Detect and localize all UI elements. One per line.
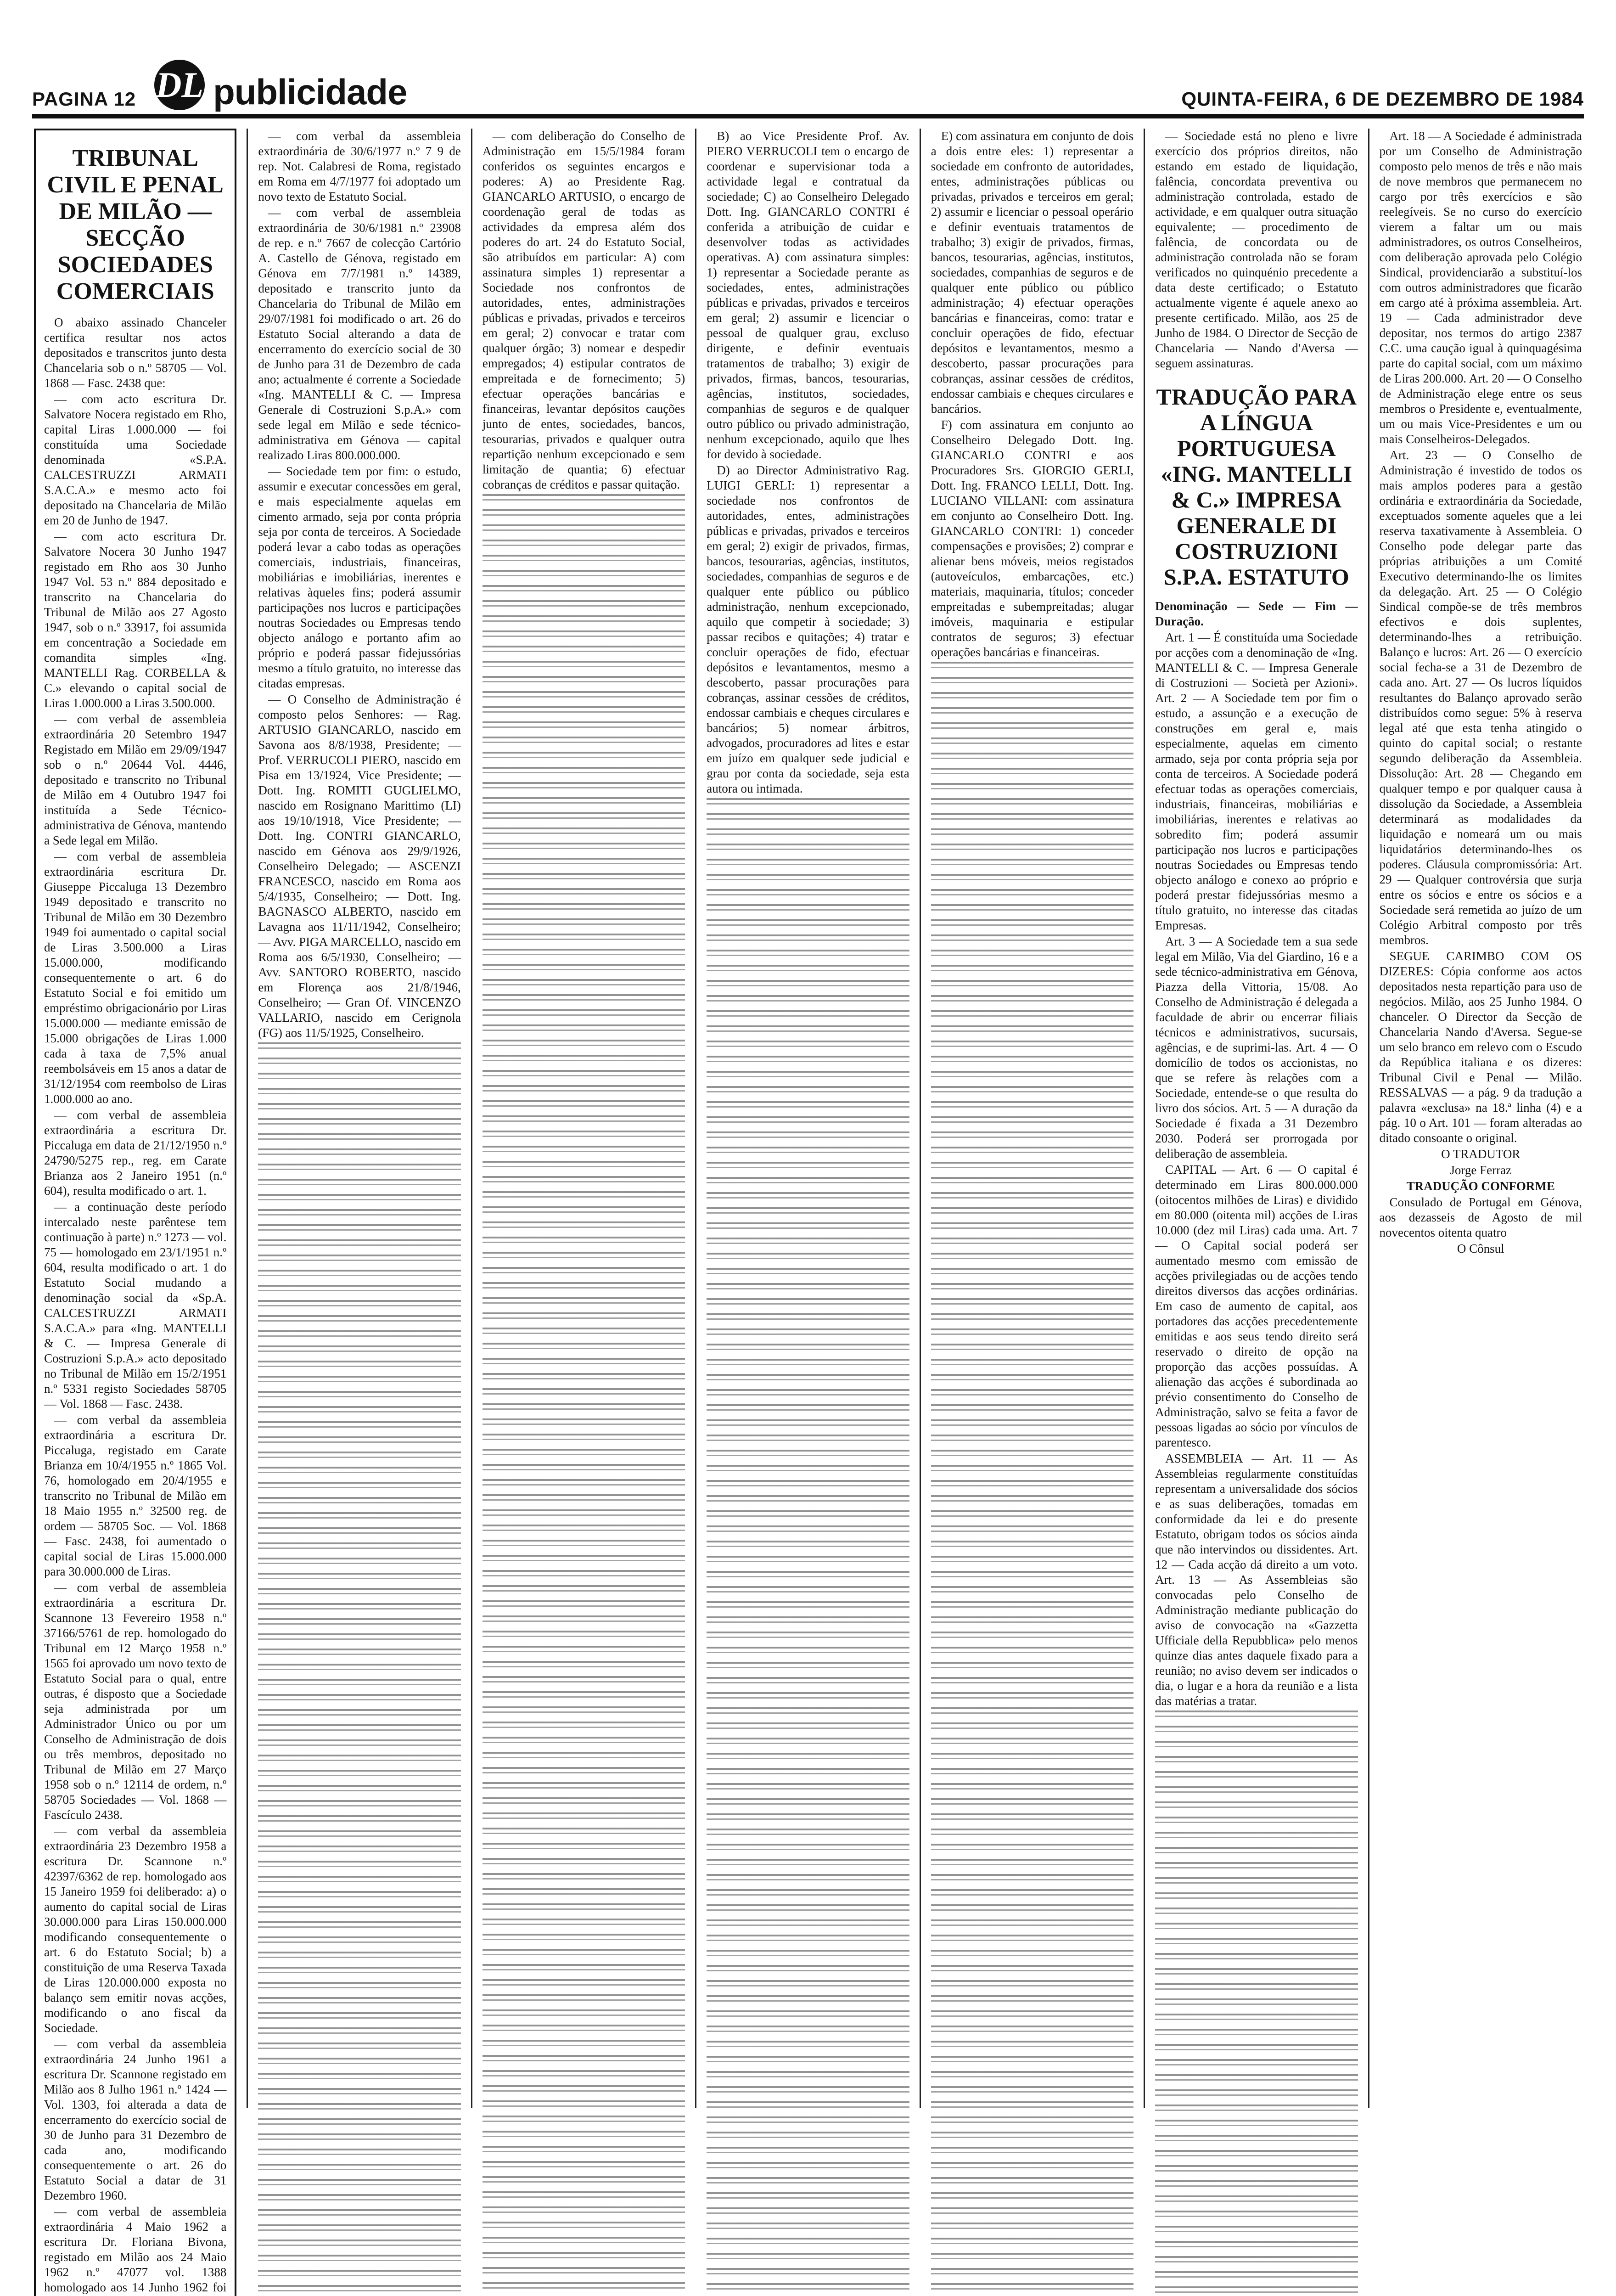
column-4 [695,129,919,2108]
statute-article: Art. 3 — A Sociedade tem a sua sede legal em Milão, Via del Giardino, 16 e a sede técnico-administrativa em Génova, Piazza della Vittoria, 15/08. Ao Conselho de Administração é delegada a faculdade de abrir ou encerrar filiais técnicos e administrativos, sucursais, agências, e de suprimi-las. Art. 4 — O domicílio de todos os accionistas, no que se refere às relações com a Sociedade, entende-se o que resulta do livro dos sócios. Art. 5 — A duração da Sociedade é fixada a 31 Dezembro 2030. Poderá ser prorrogada por deliberação de assembleia. [1155,934,1358,1160]
conformity-text: Consulado de Portugal em Génova, aos dezasseis de Agosto de mil novecentos oitenta quatro [1379,1195,1582,1239]
statute-headline: TRADUÇÃO PARA A LÍNGUA PORTUGUESA «ING. MANTELLI & C.» IMPRESA GENERALE DI COSTRUZIONI S.P.A. ESTATUTO [1156,384,1357,590]
translator-role: O TRADUTOR [1441,1147,1521,1161]
conformity-title: TRADUÇÃO CONFORME [1406,1179,1555,1193]
section-logo [154,60,407,110]
notice-paragraph: — com verbal de assembleia extraordinária 4 Maio 1962 a escritura Dr. Floriana Bivona, registado em Milão aos 24 Maio 1962 n.º 47077 vol. 1388 homologado aos 14 Junho 1962 foi [44,2205,227,2294]
statute-article: Art. 1 — É constituída uma Sociedade por acções com a denominação de «Ing. MANTELLI & C. — Impresa Generale di Costruzioni — Società per Azioni». Art. 2 — A Sociedade tem por fim o estudo, a assunção e a execução de construções em geral e, mais especialmente, aquelas em cimento armado, seja por conta própria seja por conta de terceiros. A Sociedade poderá efectuar todas as operações comerciais, industriais, financeiras, mobiliárias e imobiliárias, inerentes e relativas ao sobredito fim; poderá assumir participação nos lucros e participações noutras Sociedades ou Empresas tendo objecto análogo e conexo ao próprio e poderá prestar fidejussórias mesmo a título gratuito, no interesse das citadas Empresas. [1155,630,1358,932]
notice-paragraph: — com verbal de assembleia extraordinária escritura Dr. Giuseppe Piccaluga 13 Dezembro 1949 depositado e transcrito no Tribunal de Milão em 30 Dezembro 1949 foi aumentado o capital social de Liras 3.500.000 a Liras 15.000.000, modificando consequentemente o art. 6 do Estatuto Social e foi emitido um empréstimo obrigacionário por Liras 15.000.000 — mediante emissão de 15.000 obrigações de Liras 1.000 cada à taxa de 7,5% anual reembolsáveis em 15 anos a datar de 31/12/1954 com reembolso de Liras 1.000.000 ao ano. [44,850,227,1106]
column-7 [1368,129,1584,2108]
notice-paragraph: — com verbal de assembleia extraordinária 20 Setembro 1947 Registado em Milão em 29/09/1947 sob o n.º 20644 Vol. 4446, depositado e transcrito no Tribunal de Milão em 4 Outubro 1947 foi instituída a Sede Técnico-administrativa de Génova, mantendo a Sede legal em Milão. [44,712,227,847]
notice-paragraph: — com verbal de assembleia extraordinária a escritura Dr. Scannone 13 Fevereiro 1958 n.º 37166/5761 de rep. homologado do Tribunal em 12 Março 1958 n.º 1565 foi aprovado um novo texto de Estatuto Social para o qual, entre outras, é disposto que a Sociedade seja administrada por um Administrador Único ou por um Conselho de Administração de dois ou três membros, depositado no Tribunal de Milão em 27 Março 1958 sob o n.º 12114 de ordem, n.º 58705 Sociedades — Vol. 1868 — Fascículo 2438. [44,1581,227,1822]
statute-heading: Denominação — Sede — Fim — Duração. [1155,599,1358,628]
powers-paragraph: E) com assinatura em conjunto de dois a dois entre eles: 1) representar a sociedade em confronto de autoridades, entes, administrações públicas ou privadas, privados e terceiros em geral; 2) assumir e licenciar o pessoal operário e definir eventuais tratamentos de trabalho; 3) exigir de privados, firmas, bancos, tesourarias, agências, institutos, sociedades, companhias de seguros e de qualquer ente público ou público administração; 4) efectuar operações bancárias e financeiras, como: tratar e concluir operações de fido, efectuar depósitos e levantamentos, mesmo a descoberto, passar procurações para cobranças, assinar cessões de créditos, endossar cambiais e cheques circulares e bancários. [931,129,1134,416]
translator-note: SEGUE CARIMBO COM OS DIZERES: Cópia conforme aos actos depositados nesta repartição para uso de negócios. Milão, aos 25 Junho 1984. O chanceler. O Director da Secção de Chancelaria Nando d'Aversa. Segue-se um selo branco em relevo com o Escudo da República italiana e os dizeres: Tribunal Civil e Penal — Milão. RESSALVAS — a pág. 9 da tradução a palavra «exclusa» na 18.ª linha (4) e a pág. 10 o Art. 101 — foram alteradas ao ditado consoante o original. [1379,949,1582,1145]
notice-paragraph: — com verbal da assembleia extraordinária a escritura Dr. Piccaluga, registado em Carate Brianza em 10/4/1955 n.º 1865 Vol. 76, homologado em 20/4/1955 e transcrito no Tribunal de Milão em 18 Maio 1955 n.º 32500 reg. de ordem — 58705 Soc. — Vol. 1868 — Fasc. 2438, foi aumentado o capital social de Liras 15.000.000 para 30.000.000 de Liras. [44,1413,227,1578]
notice-box [34,129,236,2296]
header-left [32,60,407,110]
notice-paragraph: — com acto escritura Dr. Salvatore Nocera registado em Rho, capital Liras 1.000.000 — foi constituída uma Sociedade denominada «S.P.A. CALCESTRUZZI ARMATI S.A.C.A.» e mesmo acto foi depositado na Chancelaria de Milão em 20 de Junho de 1947. [44,392,227,527]
notice-paragraph: — com verbal de assembleia extraordinária de 30/6/1981 n.º 23908 de rep. e n.º 7667 de colecção Cartório A. Castello de Génova, registado em Génova em 7/7/1981 n.º 14389, depositado e transcrito junto da Chancelaria do Tribunal de Milão em 29/07/1981 foi modificado o art. 26 do Estatuto Social alterando a data de encerramento do exercício social de 30 de Junho para 31 de Dezembro de cada ano; actualmente é corrente a Sociedade «Ing. MANTELLI & C. — Impresa Generale di Costruzioni S.p.A.» com sede legal em Milão e sede técnico-administrativa em Génova — capital realizado Liras 800.000.000. [258,206,461,462]
notice-paragraph: — a continuação deste período intercalado neste parêntese tem continuação à parte) n.º 1273 — vol. 75 — homologado em 23/1/1951 n.º 604, resulta modificado o art. 1 do Estatuto Social mudando a denominação social da «Sp.A. CALCESTRUZZI ARMATI S.A.C.A.» para «Ing. MANTELLI & C. — Impresa Generale di Costruzioni S.p.A.» acto depositado no Tribunal de Milão em 15/2/1951 n.º 5331 registo Sociedades 58705 — Vol. 1868 — Fasc. 2438. [44,1200,227,1411]
powers-paragraph: F) com assinatura em conjunto ao Conselheiro Delegado Dott. Ing. GIANCARLO CONTRI e aos Procuradores Srs. GIORGIO GERLI, Dott. Ing. FRANCO LELLI, Dott. Ing. LUCIANO VILLANI: com assinatura em conjunto ao Conselheiro Dott. Ing. GIANCARLO CONTRI: 1) conceder compensações e provisões; 2) comprar e alienar bens móveis, meios registados (autoveículos, embarcações, etc.) materiais, maquinaria, títulos; conceder empreitadas e subempreitadas; alugar imóveis, maquinaria e estipular contratos de seguros; 3) efectuar operações bancárias e financeiras. [931,418,1134,659]
text-continuation [483,494,685,2296]
translator-name: Jorge Ferraz [1450,1163,1512,1177]
article-columns [32,129,1584,2294]
powers-paragraph: D) ao Director Administrativo Rag. LUIGI GERLI: 1) representar a sociedade nos confrontos de autoridades, entes, administrações públicas e privadas, privados e terceiros em geral; 2) exigir de privados, firmas, bancos, tesourarias, agências, institutos, sociedades, companhias de seguros e de qualquer ente público ou público administração, nenhum excepcionado, aquilo que competir à sociedade; 3) passar recibos e quitações; 4) tratar e concluir operações de fido, efectuar depósitos e levantamentos, mesmo a descoberto, passar procurações para cobranças, assinar cessões de créditos, endossar cambiais e cheques circulares e bancários; 5) nomear árbitros, advogados, procuradores ad lites e estar em juízo em qualquer sede judicial e grau por conta da sociedade, seja esta autora ou intimada. [707,463,909,795]
page-header [32,55,1584,110]
column-5 [920,129,1144,2108]
notice-intro: O abaixo assinado Chanceler certifica resultar nos actos depositados e transcritos junto desta Chancelaria sob o n.º 58705 — Vol. 1868 — Fasc. 2438 que: [44,315,227,390]
consul-signature: O Cônsul [1457,1242,1504,1255]
statute-capital: CAPITAL — Art. 6 — O capital é determinado em Liras 800.000.000 (oitocentos milhões de Liras) e dividido em 80.000 (oitenta mil) acções de Liras 10.000 (dez mil Liras) cada uma. Art. 7 — O Capital social poderá ser aumentado mesmo com emissão de acções privilegiadas ou de acções tendo direitos diversos das acções ordinárias. Em caso de aumento de capital, aos portadores das acções precedentemente emitidas e aos seus tendo direito será reservado o direito de opção na proporção das acções possuídas. A alienação das acções é subordinada ao prévio consentimento do Conselho de Administração, salvo se feita a favor de pessoas ligadas ao sócio por vínculos de parentesco. [1155,1163,1358,1449]
statute-board: Art. 18 — A Sociedade é administrada por um Conselho de Administração composto pelo menos de três e não mais de nove membros que permanecem no cargo por três exercícios e são reelegíveis. Se no curso do exercício vierem a faltar um ou mais administradores, os outros Conselheiros, com deliberação aprovada pelo Colégio Sindical, providenciarão a substituí-los com outros administradores que ficarão em cargo até à próxima assembleia. Art. 19 — Cada administrador deve depositar, nos termos do artigo 2387 C.C. uma caução igual à quinquagésima parte do capital social, com um máximo de Liras 200.000. Art. 20 — O Conselho de Administração elege entre os seus membros o Presidente e, eventualmente, um ou mais Vice-Presidentes e um ou mais Conselheiros-Delegados. [1379,129,1582,446]
certificate-closing: — Sociedade está no pleno e livre exercício dos próprios direitos, não estando em estado de liquidação, falência, concordata preventiva ou administração controlada, estado de actividade, e em qualquer outra situação equivalente; — procedimento de falência, de concordata ou de administração controlada não se foram verificados no quinquénio precedente a data deste certificado; o Estatuto actualmente vigente é aquele anexo ao presente certificado. Milão, aos 25 de Junho de 1984. O Director de Secção de Chancelaria — Nando d'Aversa — seguem assinaturas. [1155,129,1358,370]
section-title: publicidade [213,72,407,112]
powers-paragraph: B) ao Vice Presidente Prof. Av. PIERO VERRUCOLI tem o encargo de coordenar e supervisionar toda a actividade legal e contratual da sociedade; C) ao Conselheiro Delegado Dott. Ing. GIANCARLO CONTRI é conferida a atribuição de cuidar e desenvolver todas as actividades operativas. A) com assinatura simples: 1) representar a Sociedade perante as sociedades, entes, administrações públicas e privadas, privados e terceiros em geral; 2) assumir e licenciar o pessoal de qualquer grau, excluso dirigente, e definir eventuais tratamentos de trabalho; 3) exigir de privados, firmas, bancos, tesourarias, agências, institutos, sociedades, companhias de seguros e de qualquer outro público ou privado administração, nenhum excepcionado, aquilo que lhes for devido à sociedade. [707,129,909,461]
company-objects: — Sociedade tem por fim: o estudo, assumir e executar concessões em geral, e mais especialmente aquelas em cimento armado, seja por conta própria seja por conta de terceiros. A Sociedade poderá levar a cabo todas as operações comerciais, industriais, financeiras, mobiliárias e imobiliárias, inerentes e relativas àqueles fins; poderá assumir participações nos lucros e participações noutras Sociedades ou Empresas tendo objecto análogo e portanto afim ao próprio e poderá passar fidejussórias mesmo a título gratuito, no interesse das citadas empresas. [258,464,461,690]
text-continuation [931,662,1133,2296]
header-rule [32,114,1584,118]
notice-headline: TRIBUNAL CIVIL E PENAL DE MILÃO — SECÇÃO SOCIEDADES COMERCIAIS [47,145,224,304]
statute-assembly: ASSEMBLEIA — Art. 11 — As Assembleias regularmente constituídas representam a universalidade dos sócios e as suas deliberações, tomadas em conformidade da lei e do presente Estatuto, obrigam todos os sócios ainda que não intervindos ou dissidentes. Art. 12 — Cada acção dá direito a um voto. Art. 13 — As Assembleias são convocadas pelo Conselho de Administração mediante publicação do aviso de convocação na «Gazzetta Ufficiale della Repubblica» pelo menos quinze dias antes daquele fixado para a reunião; no aviso devem ser indicados o dia, o lugar e a hora da reunião e a lista das matérias a tratar. [1155,1452,1358,1708]
notice-paragraph: — com verbal de assembleia extraordinária a escritura Dr. Piccaluga em data de 21/12/1950 n.º 24790/5275 rep., reg. em Carate Brianza aos 2 Janeiro 1951 (n.º 604), resulta modificado o art. 1. [44,1108,227,1198]
text-continuation [707,798,909,2296]
statute-audit: Art. 23 — O Conselho de Administração é investido de todos os mais amplos poderes para a gestão ordinária e extraordinária da Sociedade, exceptuados somente aqueles que a lei reserva taxativamente à Assembleia. O Conselho pode delegar parte das próprias atribuições a um Comité Executivo determinando-lhe os limites da delegação. Art. 25 — O Colégio Sindical compõe-se de três membros efectivos e dois suplentes, determinando-lhes a retribuição. Balanço e lucros: Art. 26 — O exercício social fecha-se a 31 de Dezembro de cada ano. Art. 27 — Os lucros líquidos resultantes do Balanço aprovado serão distribuídos como segue: 5% à reserva legal até que esta tenha atingido o quinto do capital social; o restante segundo deliberação da Assembleia. Dissolução: Art. 28 — Chegando em qualquer tempo e por qualquer causa à dissolução da Sociedade, a Assembleia determinará as modalidades da liquidação e nomeará um ou mais liquidatários determinando-lhes os poderes. Cláusula compromissória: Art. 29 — Qualquer controvérsia que surja entre os sócios e entre os sócios e a Sociedade será remetida ao juízo de um Colégio Arbitral composto por três membros. [1379,448,1582,947]
column-6 [1144,129,1368,2108]
issue-date: QUINTA-FEIRA, 6 DE DEZEMBRO DE 1984 [1181,88,1584,110]
newspaper-logo-icon: DL [154,60,205,110]
notice-paragraph: — com verbal da assembleia extraordinária 23 Dezembro 1958 a escritura Dr. Scannone n.º 42397/6362 de rep. homologado aos 15 Janeiro 1959 foi deliberado: a) o aumento do capital social de Liras 30.000.000 para Liras 150.000.000 modificando consequentemente o art. 6 do Estatuto Social; b) a constituição de uma Reserva Taxada de Liras 120.000.000 exposta no balanço sem emitir novas acções, modificando o ano fiscal da Sociedade. [44,1824,227,2035]
notice-paragraph: — com verbal da assembleia extraordinária de 30/6/1977 n.º 7 9 de rep. Not. Calabresi de Roma, registado em Roma em 4/7/1977 foi adoptado um novo texto de Estatuto Social. [258,129,461,203]
text-continuation [1155,1711,1358,2296]
text-continuation [258,1042,460,2296]
notice-paragraph: — com acto escritura Dr. Salvatore Nocera 30 Junho 1947 registado em Rho aos 30 Junho 1947 Vol. 53 n.º 884 depositado e transcrito na Chancelaria do Tribunal de Milão aos 27 Agosto 1947, sob o n.º 33917, foi assumida em concentração a Sociedade em comandita simples «Ing. MANTELLI Rag. CORBELLA & C.» elevando o capital social de Liras 1.000.000 a Liras 3.500.000. [44,529,227,710]
column-2 [247,129,471,2108]
notice-paragraph: — com verbal da assembleia extraordinária 24 Junho 1961 a escritura Dr. Scannone registado em Milão aos 8 Julho 1961 n.º 1424 — Vol. 1303, foi alterada a data de encerramento do exercício social de 30 de Junho para 31 Dezembro de cada ano, modificando consequentemente o art. 26 do Estatuto Social a datar de 31 Dezembro 1960. [44,2037,227,2202]
page-number: PAGINA 12 [32,88,136,110]
board-members: — O Conselho de Administração é composto pelos Senhores: — Rag. ARTUSIO GIANCARLO, nascido em Savona aos 8/8/1938, Presidente; — Prof. VERRUCOLI PIERO, nascido em Pisa em 13/1924, Vice Presidente; — Dott. Ing. ROMITI GUGLIELMO, nascido em Rosignano Marittimo (LI) aos 19/10/1918, Vice Presidente; — Dott. Ing. CONTRI GIANCARLO, nascido em Génova aos 29/9/1926, Conselheiro Delegado; — ASCENZI FRANCESCO, nascido em Roma aos 5/4/1935, Conselheiro; — Dott. Ing. BAGNASCO ALBERTO, nascido em Lavagna aos 11/11/1942, Conselheiro; — Avv. PIGA MARCELLO, nascido em Roma aos 6/5/1930, Conselheiro; — Avv. SANTORO ROBERTO, nascido em Florença aos 21/8/1946, Conselheiro; — Gran Of. VINCENZO VALLARIO, nascido em Cerignola (FG) aos 11/5/1925, Conselheiro. [258,692,461,1040]
powers-paragraph: — com deliberação do Conselho de Administração em 15/5/1984 foram conferidos os seguintes encargos e poderes: A) ao Presidente Rag. GIANCARLO ARTUSIO, o encargo de coordenação geral de todas as actividades da empresa além dos poderes do art. 24 do Estatuto Social, são atribuídos em particular: A) com assinatura simples 1) representar a Sociedade nos confrontos de autoridades, entes, administrações públicas e privadas, privados e terceiros em geral; 2) convocar e tratar com qualquer órgão; 3) nomear e despedir empregados; 4) estipular contratos de empreitada e de fornecimento; 5) efectuar operações bancárias e financeiras, levantar depósitos cauções junto de entes, sociedades, bancos, tesourarias, privados e qualquer outra repartição nenhum excepcionado e sem limitação de quantia; 6) efectuar cobranças de créditos e passar quitação. [482,129,685,491]
column-3 [471,129,695,2108]
column-1 [32,129,247,2294]
